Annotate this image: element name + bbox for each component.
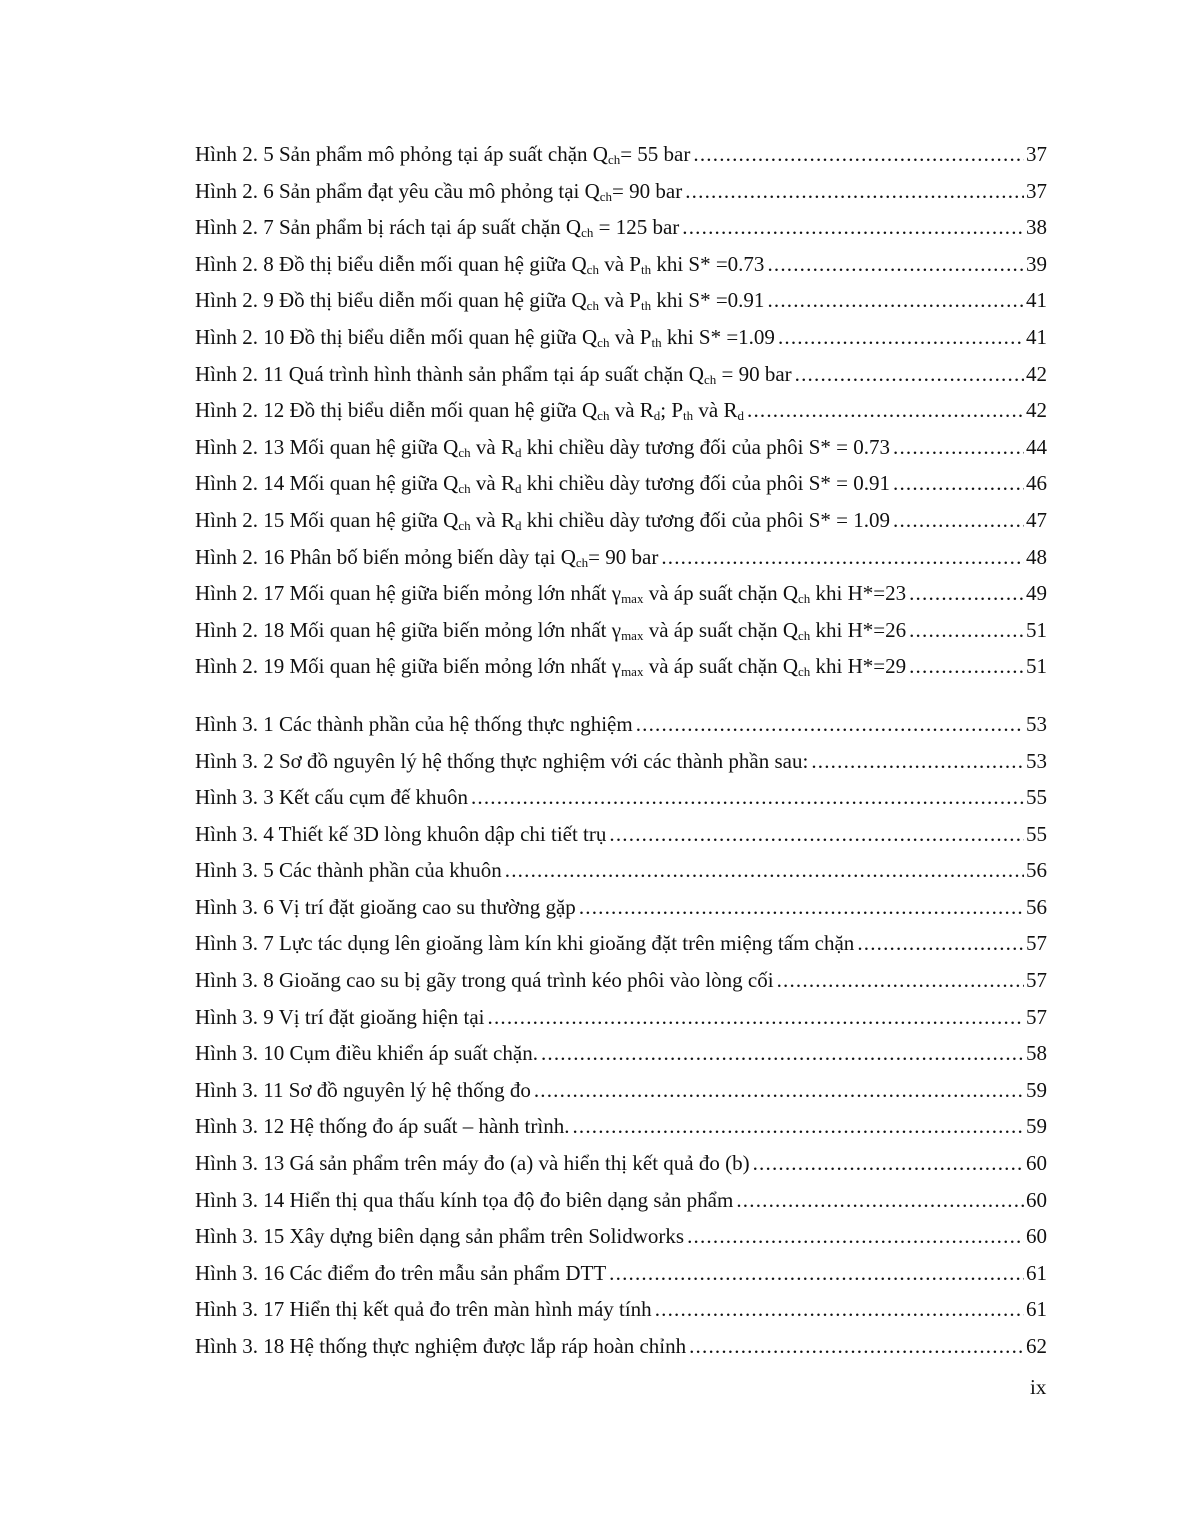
subscript: th xyxy=(683,408,694,424)
toc-entry-title xyxy=(195,1108,569,1145)
dot-leader xyxy=(753,1145,1024,1182)
toc-entry[interactable] xyxy=(195,136,1047,173)
title-text: Hình 3. 9 Vị trí đặt gioăng hiện tại xyxy=(195,1004,485,1029)
dot-leader xyxy=(909,612,1024,649)
toc-entry-title xyxy=(195,1072,531,1109)
toc-entry-title xyxy=(195,282,764,319)
toc-entry-title xyxy=(195,209,679,246)
title-text: Hình 2. 8 Đồ thị biểu diễn mối quan hệ giữa Q xyxy=(195,251,587,276)
toc-entry[interactable] xyxy=(195,356,1047,393)
toc-entry-page: 57 xyxy=(1026,931,1047,956)
toc-entry-page: 37 xyxy=(1026,142,1047,166)
toc-entry-page: 38 xyxy=(1026,215,1047,240)
toc-entry-title xyxy=(195,173,682,210)
dot-leader xyxy=(767,282,1024,319)
title-text: Hình 2. 18 Mối quan hệ giữa biến mỏng lớn nhất γ xyxy=(195,617,622,642)
page-number: ix xyxy=(1030,1375,1047,1399)
toc-entry[interactable] xyxy=(195,465,1047,502)
toc-entry-title xyxy=(195,999,485,1036)
title-text: khi chiều dày tương đối của phôi S* = 0.73 xyxy=(521,434,891,459)
title-text: Hình 2. 5 Sản phẩm mô phỏng tại áp suất chặn Q xyxy=(195,142,608,166)
dot-leader xyxy=(636,706,1024,743)
toc-entry[interactable] xyxy=(195,779,1047,816)
dot-leader xyxy=(471,779,1024,816)
dot-leader xyxy=(655,1291,1024,1328)
toc-entry-page: 42 xyxy=(1026,361,1047,386)
toc-entry-title xyxy=(195,246,764,283)
toc-entry[interactable] xyxy=(195,1291,1047,1328)
dot-leader xyxy=(777,962,1024,999)
toc-entry-title xyxy=(195,779,468,816)
dot-leader xyxy=(682,209,1024,246)
title-text: Hình 2. 12 Đồ thị biểu diễn mối quan hệ giữa Q xyxy=(195,398,598,423)
toc-entry-title xyxy=(195,575,906,612)
title-text: khi H*=26 xyxy=(810,617,907,642)
toc-entry-page: 53 xyxy=(1026,711,1047,736)
dot-leader xyxy=(736,1182,1024,1219)
toc-entry[interactable] xyxy=(195,925,1047,962)
toc-entry[interactable] xyxy=(195,502,1047,539)
toc-entry-title xyxy=(195,1255,606,1292)
toc-entry[interactable] xyxy=(195,1108,1047,1145)
title-text: và R xyxy=(470,434,515,459)
toc-entry-page: 55 xyxy=(1026,785,1047,810)
dot-leader xyxy=(685,173,1024,210)
toc-entry[interactable] xyxy=(195,539,1047,576)
dot-leader xyxy=(572,1108,1024,1145)
toc-section-2 xyxy=(195,136,1047,685)
toc-entry[interactable] xyxy=(195,816,1047,853)
list-of-figures xyxy=(195,136,1047,1365)
subscript: max xyxy=(621,591,644,607)
dot-leader xyxy=(488,999,1025,1036)
toc-entry[interactable] xyxy=(195,1072,1047,1109)
subscript: ch xyxy=(599,188,613,204)
toc-entry-title xyxy=(195,889,576,926)
title-text: Hình 3. 17 Hiển thị kết quả đo trên màn hình máy tính xyxy=(195,1297,652,1322)
title-text: khi chiều dày tương đối của phôi S* = 1.09 xyxy=(521,507,891,532)
title-text: Hình 2. 7 Sản phẩm bị rách tại áp suất chặn Q xyxy=(195,215,582,240)
toc-entry-page: 42 xyxy=(1026,398,1047,423)
title-text: Hình 3. 11 Sơ đồ nguyên lý hệ thống đo xyxy=(195,1077,531,1102)
subscript: ch xyxy=(458,517,471,533)
title-text: khi H*=29 xyxy=(810,654,907,679)
toc-entry[interactable] xyxy=(195,575,1047,612)
toc-entry-title xyxy=(195,1182,733,1219)
title-text: Hình 2. 13 Mối quan hệ giữa Q xyxy=(195,434,459,459)
title-text: Hình 2. 19 Mối quan hệ giữa biến mỏng lớn nhất γ xyxy=(195,654,622,679)
title-text: và áp suất chặn Q xyxy=(643,581,798,606)
toc-entry[interactable] xyxy=(195,1145,1047,1182)
subscript: d xyxy=(737,408,744,424)
toc-entry-page: 53 xyxy=(1026,748,1047,773)
toc-entry[interactable] xyxy=(195,706,1047,743)
toc-entry[interactable] xyxy=(195,209,1047,246)
title-text: Hình 3. 7 Lực tác dụng lên gioăng làm kín khi gioăng đặt trên miệng tấm chặn xyxy=(195,931,855,956)
title-text: = 90 bar xyxy=(612,178,683,203)
subscript: d xyxy=(514,481,522,497)
toc-entry-page: 39 xyxy=(1026,251,1047,276)
toc-entry-page: 49 xyxy=(1026,581,1047,606)
subscript: th xyxy=(640,298,652,314)
title-text: Hình 3. 3 Kết cấu cụm đế khuôn xyxy=(195,785,468,810)
dot-leader xyxy=(687,1218,1024,1255)
title-text: Hình 2. 11 Quá trình hình thành sản phẩm tại áp suất chặn Q xyxy=(195,361,704,386)
toc-entry-page: 56 xyxy=(1026,858,1047,883)
toc-entry-title xyxy=(195,1145,750,1182)
subscript: th xyxy=(651,334,662,350)
toc-entry[interactable] xyxy=(195,319,1047,356)
title-text: Hình 3. 15 Xây dựng biên dạng sản phẩm trên Solidworks xyxy=(195,1224,685,1249)
title-text: và P xyxy=(598,288,641,313)
dot-leader xyxy=(909,575,1024,612)
toc-entry-title xyxy=(195,502,890,539)
title-text: và R xyxy=(470,471,515,496)
toc-entry-title xyxy=(195,429,890,466)
toc-entry-title xyxy=(195,465,890,502)
toc-entry-page: 57 xyxy=(1026,1004,1047,1029)
toc-entry[interactable] xyxy=(195,1035,1047,1072)
toc-entry[interactable] xyxy=(195,1182,1047,1219)
toc-entry-title xyxy=(195,1328,686,1365)
title-text: và R xyxy=(470,507,515,532)
subscript: d xyxy=(514,444,522,460)
toc-entry-page: 59 xyxy=(1026,1114,1047,1139)
toc-entry-page: 60 xyxy=(1026,1224,1047,1249)
toc-entry-title xyxy=(195,136,690,173)
subscript: th xyxy=(640,261,652,277)
title-text: Hình 3. 2 Sơ đồ nguyên lý hệ thống thực nghiệm với các thành phần sau: xyxy=(195,748,809,773)
toc-entry[interactable] xyxy=(195,282,1047,319)
subscript: ch xyxy=(703,371,717,387)
dot-leader xyxy=(857,925,1024,962)
toc-entry-title xyxy=(195,1218,684,1255)
toc-entry[interactable] xyxy=(195,852,1047,889)
toc-entry[interactable] xyxy=(195,392,1047,429)
subscript: ch xyxy=(607,152,621,167)
title-text: và P xyxy=(598,251,641,276)
title-text: khi S* =0.91 xyxy=(651,288,765,313)
toc-entry-title xyxy=(195,1035,538,1072)
title-text: và P xyxy=(609,324,652,349)
subscript: ch xyxy=(575,554,589,570)
toc-entry-title xyxy=(195,612,906,649)
toc-entry-title xyxy=(195,962,774,999)
title-text: Hình 2. 15 Mối quan hệ giữa Q xyxy=(195,507,459,532)
title-text: khi S* =1.09 xyxy=(661,324,775,349)
title-text: Hình 3. 5 Các thành phần của khuôn xyxy=(195,858,502,883)
title-text: và R xyxy=(609,398,654,423)
dot-leader xyxy=(767,246,1024,283)
title-text: Hình 3. 13 Gá sản phẩm trên máy đo (a) và hiển thị kết quả đo (b) xyxy=(195,1151,750,1176)
toc-entry-page: 51 xyxy=(1026,654,1047,679)
toc-entry-page: 59 xyxy=(1026,1077,1047,1102)
title-text: Hình 2. 17 Mối quan hệ giữa biến mỏng lớn nhất γ xyxy=(195,581,622,606)
subscript: d xyxy=(653,408,661,424)
dot-leader xyxy=(541,1035,1024,1072)
toc-entry[interactable] xyxy=(195,173,1047,210)
toc-entry-title xyxy=(195,392,744,429)
title-text: = 125 bar xyxy=(593,215,680,240)
title-text: = 90 bar xyxy=(588,544,659,569)
title-text: = 55 bar xyxy=(620,142,691,166)
title-text: ; P xyxy=(660,398,684,423)
title-text: và R xyxy=(693,398,738,423)
toc-entry-page: 57 xyxy=(1026,968,1047,993)
title-text: Hình 3. 18 Hệ thống thực nghiệm được lắp ráp hoàn chỉnh xyxy=(195,1334,687,1358)
toc-entry-title xyxy=(195,852,502,889)
dot-leader xyxy=(534,1072,1024,1109)
toc-entry-title xyxy=(195,816,606,853)
subscript: ch xyxy=(797,591,811,607)
subscript: max xyxy=(621,664,644,680)
dot-leader xyxy=(893,465,1024,502)
dot-leader xyxy=(609,1255,1024,1292)
dot-leader xyxy=(811,743,1024,780)
toc-entry[interactable] xyxy=(195,246,1047,283)
toc-entry[interactable] xyxy=(195,962,1047,999)
dot-leader xyxy=(689,1328,1024,1365)
toc-entry-page: 41 xyxy=(1026,288,1047,313)
dot-leader xyxy=(778,319,1024,356)
subscript: ch xyxy=(797,664,811,680)
toc-entry-page: 37 xyxy=(1026,178,1047,203)
title-text: khi S* =0.73 xyxy=(651,251,765,276)
title-text: khi H*=23 xyxy=(810,581,907,606)
toc-entry-title xyxy=(195,539,658,576)
toc-entry-title xyxy=(195,648,906,685)
toc-entry-page: 48 xyxy=(1026,544,1047,569)
toc-entry-title xyxy=(195,743,808,780)
title-text: và áp suất chặn Q xyxy=(643,654,798,679)
title-text: Hình 3. 12 Hệ thống đo áp suất – hành trình. xyxy=(195,1114,570,1139)
dot-leader xyxy=(579,889,1024,926)
toc-entry-page: 60 xyxy=(1026,1187,1047,1212)
toc-entry[interactable] xyxy=(195,1255,1047,1292)
subscript: ch xyxy=(597,408,610,424)
title-text: Hình 2. 6 Sản phẩm đạt yêu cầu mô phỏng tại Q xyxy=(195,178,600,203)
toc-entry-page: 47 xyxy=(1026,507,1047,532)
title-text: Hình 3. 1 Các thành phần của hệ thống thực nghiệm xyxy=(195,711,633,736)
title-text: = 90 bar xyxy=(716,361,792,386)
toc-entry[interactable] xyxy=(195,648,1047,685)
toc-entry-page: 44 xyxy=(1026,434,1047,459)
dot-leader xyxy=(693,136,1024,173)
dot-leader xyxy=(893,429,1024,466)
toc-entry-title xyxy=(195,1291,652,1328)
toc-entry-page: 62 xyxy=(1026,1334,1047,1358)
toc-entry-page: 61 xyxy=(1026,1260,1047,1285)
toc-entry[interactable] xyxy=(195,743,1047,780)
toc-entry-title xyxy=(195,356,792,393)
subscript: ch xyxy=(586,298,599,314)
title-text: Hình 2. 16 Phân bố biến mỏng biến dày tại Q xyxy=(195,544,576,569)
toc-entry-page: 55 xyxy=(1026,821,1047,846)
subscript: ch xyxy=(458,481,471,497)
dot-leader xyxy=(795,356,1024,393)
title-text: Hình 3. 8 Gioăng cao su bị gãy trong quá trình kéo phôi vào lòng cối xyxy=(195,968,774,993)
toc-entry[interactable] xyxy=(195,612,1047,649)
subscript: ch xyxy=(797,627,811,643)
title-text: Hình 3. 14 Hiển thị qua thấu kính tọa độ đo biên dạng sản phẩm xyxy=(195,1187,734,1212)
toc-entry[interactable] xyxy=(195,1328,1047,1365)
toc-entry-page: 41 xyxy=(1026,324,1047,349)
title-text: Hình 2. 14 Mối quan hệ giữa Q xyxy=(195,471,459,496)
toc-entry-page: 61 xyxy=(1026,1297,1047,1322)
toc-entry-page: 51 xyxy=(1026,617,1047,642)
subscript: ch xyxy=(597,334,610,350)
toc-entry-page: 60 xyxy=(1026,1151,1047,1176)
toc-entry-title xyxy=(195,925,854,962)
title-text: Hình 3. 6 Vị trí đặt gioăng cao su thường gặp xyxy=(195,894,576,919)
toc-entry[interactable] xyxy=(195,889,1047,926)
toc-entry-page: 56 xyxy=(1026,894,1047,919)
title-text: khi chiều dày tương đối của phôi S* = 0.91 xyxy=(521,471,891,496)
subscript: ch xyxy=(581,225,594,241)
toc-section-3 xyxy=(195,706,1047,1365)
dot-leader xyxy=(909,648,1024,685)
subscript: ch xyxy=(458,444,471,460)
toc-entry-title xyxy=(195,319,775,356)
title-text: Hình 3. 4 Thiết kế 3D lòng khuôn dập chi tiết trụ xyxy=(195,821,607,846)
title-text: Hình 2. 10 Đồ thị biểu diễn mối quan hệ giữa Q xyxy=(195,324,598,349)
toc-entry-title xyxy=(195,706,633,743)
title-text: Hình 3. 10 Cụm điều khiển áp suất chặn. xyxy=(195,1041,538,1066)
subscript: ch xyxy=(586,261,599,277)
dot-leader xyxy=(661,539,1024,576)
section-gap xyxy=(195,685,1047,706)
title-text: và áp suất chặn Q xyxy=(643,617,798,642)
subscript: d xyxy=(514,517,522,533)
toc-entry-page: 46 xyxy=(1026,471,1047,496)
toc-entry[interactable] xyxy=(195,1218,1047,1255)
toc-entry[interactable] xyxy=(195,429,1047,466)
title-text: Hình 3. 16 Các điểm đo trên mẫu sản phẩm DTT xyxy=(195,1260,607,1285)
toc-entry-page: 58 xyxy=(1026,1041,1047,1066)
title-text: Hình 2. 9 Đồ thị biểu diễn mối quan hệ giữa Q xyxy=(195,288,587,313)
dot-leader xyxy=(747,392,1024,429)
dot-leader xyxy=(609,816,1024,853)
toc-entry[interactable] xyxy=(195,999,1047,1036)
dot-leader xyxy=(893,502,1024,539)
dot-leader xyxy=(505,852,1024,889)
subscript: max xyxy=(621,627,644,643)
